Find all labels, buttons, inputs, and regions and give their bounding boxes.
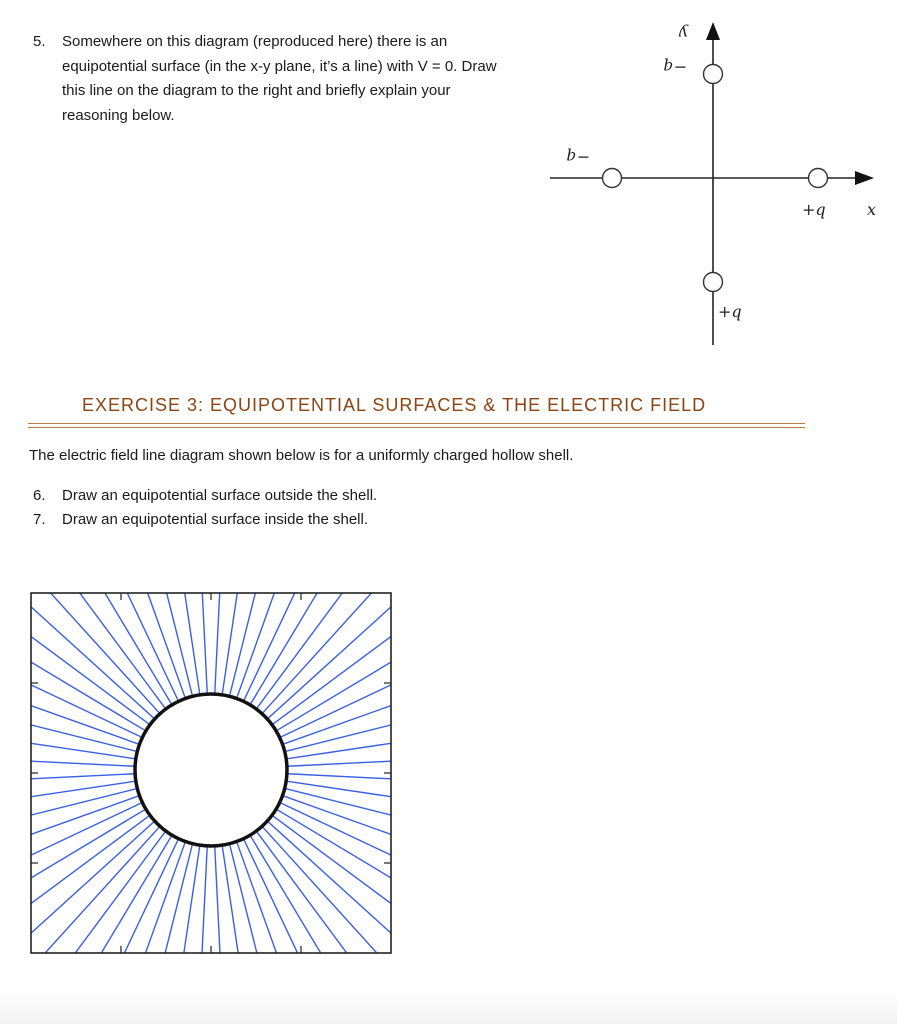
x-axis-label: x [867, 200, 877, 219]
question-text: Draw an equipotential surface outside the shell. [62, 487, 378, 504]
field-line [243, 837, 348, 956]
field-line [255, 829, 394, 956]
question-number: 7. [33, 511, 46, 528]
field-line [46, 833, 172, 956]
charge-bottom-label: +q [718, 302, 742, 321]
field-line [249, 833, 375, 956]
field-line [278, 633, 394, 738]
field-line [283, 788, 394, 848]
field-line [274, 605, 394, 731]
charge-right [809, 169, 828, 188]
field-line [133, 590, 193, 698]
shell-field-diagram [28, 590, 394, 956]
question-text: Somewhere on this diagram (reproduced here) there is an equipotential surface (in the x-y plane, it’s a line) with V = 0. Draw this line on the diagram to the right and briefly explain your reasoning below. [62, 33, 497, 124]
field-line [28, 788, 139, 848]
field-line [270, 590, 394, 726]
field-line [283, 692, 394, 752]
field-line [133, 842, 193, 956]
field-line [28, 829, 167, 956]
field-line [229, 842, 289, 956]
heading-rule-top [28, 423, 805, 424]
x-axis-arrow [855, 171, 874, 185]
page-bottom-edge [0, 990, 897, 1024]
charge-top-label: −q [663, 58, 687, 77]
exercise-title: EXERCISE 3: EQUIPOTENTIAL SURFACES & THE ELECTRIC FIELD [82, 395, 707, 415]
question-text: Draw an equipotential surface inside the shell. [62, 511, 369, 528]
charge-top [704, 65, 723, 84]
charge-bottom [704, 273, 723, 292]
exercise-intro: The electric field line diagram shown below is for a uniformly charged hollow shell. [29, 447, 574, 464]
field-line [266, 820, 394, 956]
field-line [222, 843, 258, 956]
y-axis-arrow [706, 22, 720, 40]
field-line [274, 808, 394, 934]
charge-diagram [540, 10, 890, 350]
charge-left-label: −q [566, 148, 590, 167]
question-number: 5. [33, 33, 46, 50]
charged-shell [135, 694, 287, 846]
field-line [278, 802, 394, 907]
field-line [164, 843, 200, 956]
charge-right-label: +q [802, 200, 826, 219]
question-number: 6. [33, 487, 46, 504]
y-axis-label: y [678, 24, 688, 43]
field-line [28, 820, 156, 956]
heading-rule-bottom [28, 427, 805, 428]
field-line [229, 590, 289, 698]
field-line [74, 837, 179, 956]
field-line [28, 802, 144, 907]
charge-left [603, 169, 622, 188]
field-line [28, 590, 152, 726]
field-line [28, 605, 148, 731]
field-line [28, 808, 148, 934]
field-line [28, 633, 144, 738]
field-line [28, 692, 139, 752]
